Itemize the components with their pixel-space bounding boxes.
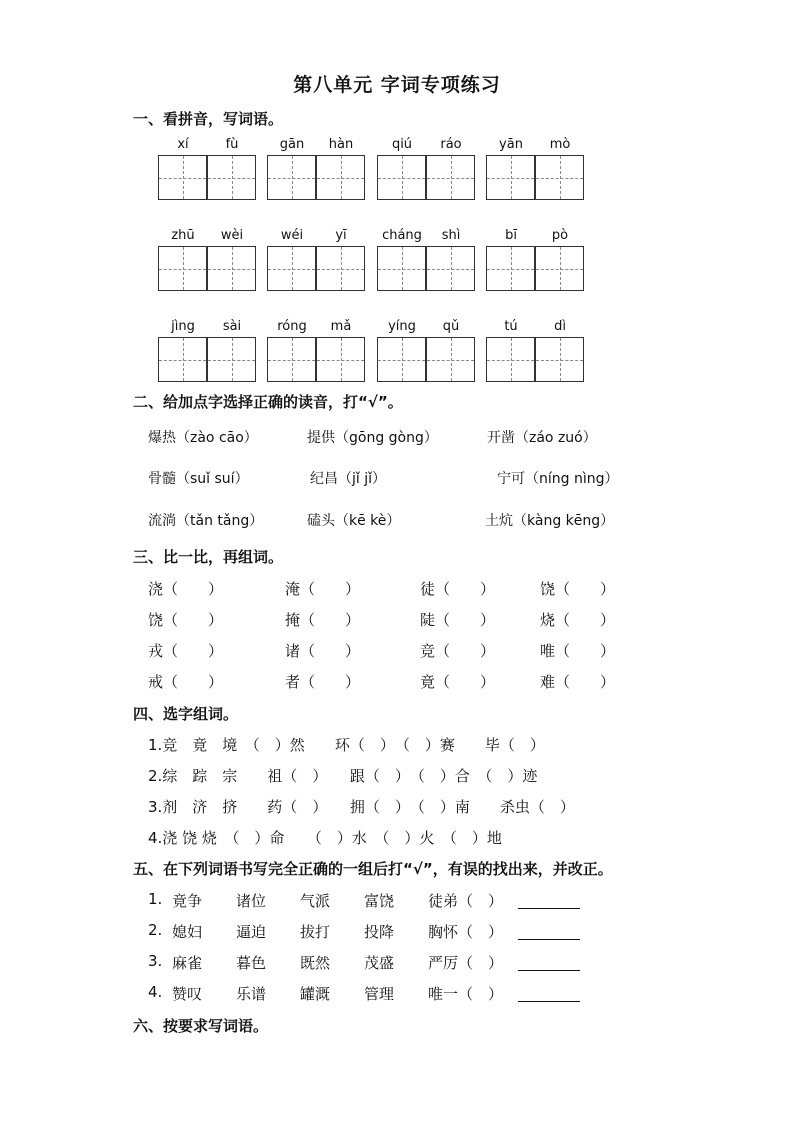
- compare-item[interactable]: 者（ ）: [285, 673, 361, 691]
- pinyin-label: wèi: [220, 228, 244, 243]
- writing-box[interactable]: [316, 337, 365, 382]
- writing-box[interactable]: [486, 155, 535, 200]
- word: 严厉（ ）: [428, 954, 504, 972]
- pinyin-label: cháng: [382, 228, 422, 243]
- writing-box[interactable]: [486, 246, 535, 291]
- writing-box[interactable]: [207, 246, 256, 291]
- reading-item[interactable]: 磕头（kē kè）: [307, 513, 401, 529]
- word: 赞叹: [172, 985, 203, 1003]
- compare-item[interactable]: 竞（ ）: [420, 642, 496, 660]
- word: 罐溉: [300, 985, 331, 1003]
- word: 茂盛: [364, 954, 395, 972]
- word: 麻雀: [172, 954, 203, 972]
- row-number: 1.: [148, 890, 163, 908]
- word: 既然: [300, 954, 331, 972]
- compare-item[interactable]: 浇（ ）: [148, 580, 224, 598]
- compare-item[interactable]: 戒（ ）: [148, 673, 224, 691]
- select-row[interactable]: 1.竞 竟 境 （ ）然 环（ ） （ ）赛 毕（ ）: [148, 736, 545, 754]
- row-number: 2.: [148, 921, 163, 939]
- writing-box[interactable]: [316, 155, 365, 200]
- row-number: 4.: [148, 983, 163, 1001]
- pinyin-label: yíng: [388, 319, 416, 334]
- compare-item[interactable]: 诸（ ）: [285, 642, 361, 660]
- writing-box[interactable]: [267, 337, 316, 382]
- word: 拔打: [300, 923, 331, 941]
- compare-item[interactable]: 唯（ ）: [540, 642, 616, 660]
- writing-box[interactable]: [158, 337, 207, 382]
- section-5-heading: 五、在下列词语书写完全正确的一组后打“√”，有误的找出来，并改正。: [133, 860, 613, 878]
- select-row[interactable]: 4.浇 饶 烧 （ ）命 （ ）水 （ ）火 （ ）地: [148, 829, 502, 847]
- pinyin-label: sài: [222, 319, 242, 334]
- compare-item[interactable]: 掩（ ）: [285, 611, 361, 629]
- word: 媳妇: [172, 923, 203, 941]
- writing-box[interactable]: [426, 246, 475, 291]
- writing-box[interactable]: [535, 246, 584, 291]
- writing-box[interactable]: [207, 337, 256, 382]
- pinyin-label: bī: [505, 228, 517, 243]
- pinyin-label: róng: [277, 319, 307, 334]
- writing-box[interactable]: [377, 337, 426, 382]
- pinyin-label: fù: [225, 137, 239, 152]
- word: 逼迫: [236, 923, 267, 941]
- section-4-heading: 四、选字组词。: [133, 705, 239, 723]
- section-3-heading: 三、比一比，再组词。: [133, 548, 284, 566]
- answer-line[interactable]: [518, 925, 580, 940]
- writing-box[interactable]: [267, 155, 316, 200]
- pinyin-label: xí: [177, 137, 189, 152]
- pinyin-label: shì: [441, 228, 461, 243]
- reading-item[interactable]: 土炕（kàng kēng）: [485, 513, 615, 529]
- select-row[interactable]: 2.综 踪 宗 祖（ ） 跟（ ） （ ）合 （ ）迹: [148, 767, 538, 785]
- compare-item[interactable]: 淹（ ）: [285, 580, 361, 598]
- compare-item[interactable]: 饶（ ）: [540, 580, 616, 598]
- writing-box[interactable]: [377, 246, 426, 291]
- answer-line[interactable]: [518, 894, 580, 909]
- pinyin-label: qǔ: [442, 319, 460, 334]
- pinyin-label: mǎ: [330, 319, 352, 334]
- pinyin-label: zhū: [171, 228, 195, 243]
- pinyin-label: ráo: [440, 137, 462, 152]
- word: 唯一（ ）: [428, 985, 504, 1003]
- reading-item[interactable]: 纪昌（jǐ jǐ）: [310, 471, 387, 487]
- word: 暮色: [236, 954, 267, 972]
- writing-box[interactable]: [158, 246, 207, 291]
- page-title: 第八单元 字词专项练习: [293, 74, 501, 96]
- writing-box[interactable]: [316, 246, 365, 291]
- reading-item[interactable]: 骨髓（suǐ suí）: [148, 471, 249, 487]
- pinyin-label: yī: [335, 228, 347, 243]
- reading-item[interactable]: 宁可（níng nìng）: [497, 471, 619, 487]
- pinyin-label: jìng: [171, 319, 195, 334]
- writing-box[interactable]: [267, 246, 316, 291]
- writing-box[interactable]: [486, 337, 535, 382]
- pinyin-label: wéi: [280, 228, 304, 243]
- writing-box[interactable]: [426, 337, 475, 382]
- compare-item[interactable]: 戎（ ）: [148, 642, 224, 660]
- word: 气派: [300, 892, 331, 910]
- writing-box[interactable]: [158, 155, 207, 200]
- reading-item[interactable]: 流淌（tǎn tǎng）: [148, 513, 264, 529]
- pinyin-label: hàn: [328, 137, 354, 152]
- compare-item[interactable]: 陡（ ）: [420, 611, 496, 629]
- pinyin-label: yān: [499, 137, 523, 152]
- compare-item[interactable]: 难（ ）: [540, 673, 616, 691]
- answer-line[interactable]: [518, 987, 580, 1002]
- writing-box[interactable]: [535, 155, 584, 200]
- writing-box[interactable]: [207, 155, 256, 200]
- word: 富饶: [364, 892, 395, 910]
- word: 投降: [364, 923, 395, 941]
- word: 胸怀（ ）: [428, 923, 504, 941]
- word: 诸位: [236, 892, 267, 910]
- word: 徒弟（ ）: [428, 892, 504, 910]
- pinyin-label: tú: [504, 319, 518, 334]
- reading-item[interactable]: 开凿（záo zuó）: [487, 430, 597, 446]
- pinyin-label: qiú: [391, 137, 413, 152]
- answer-line[interactable]: [518, 956, 580, 971]
- section-1-heading: 一、看拼音，写词语。: [133, 110, 284, 128]
- pinyin-label: dì: [554, 319, 566, 334]
- pinyin-label: mò: [549, 137, 571, 152]
- compare-item[interactable]: 竟（ ）: [420, 673, 496, 691]
- word: 管理: [364, 985, 395, 1003]
- writing-box[interactable]: [426, 155, 475, 200]
- pinyin-label: gān: [279, 137, 305, 152]
- word: 竟争: [172, 892, 203, 910]
- writing-box[interactable]: [535, 337, 584, 382]
- compare-item[interactable]: 烧（ ）: [540, 611, 616, 629]
- pinyin-label: pò: [551, 228, 569, 243]
- section-2-heading: 二、给加点字选择正确的读音，打“√”。: [133, 393, 403, 411]
- select-row[interactable]: 3.剂 济 挤 药（ ） 拥（ ） （ ）南 杀虫（ ）: [148, 798, 575, 816]
- writing-box[interactable]: [377, 155, 426, 200]
- section-6-heading: 六、按要求写词语。: [133, 1017, 269, 1035]
- reading-item[interactable]: 提供（gōng gòng）: [307, 430, 438, 446]
- compare-item[interactable]: 徒（ ）: [420, 580, 496, 598]
- reading-item[interactable]: 爆热（zào cāo）: [148, 430, 258, 446]
- compare-item[interactable]: 饶（ ）: [148, 611, 224, 629]
- word: 乐谱: [236, 985, 267, 1003]
- row-number: 3.: [148, 952, 163, 970]
